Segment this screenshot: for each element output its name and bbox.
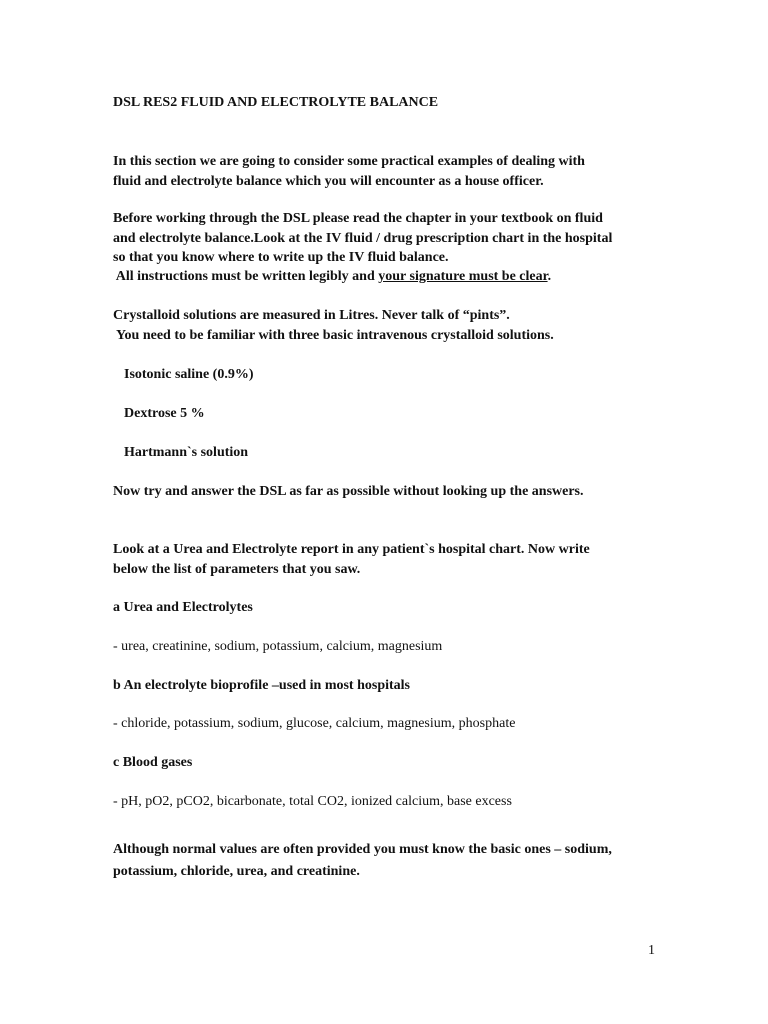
instructions-period: . — [547, 269, 552, 284]
look-line-2: below the list of parameters that you saw. — [113, 562, 361, 577]
section-c-heading: c Blood gases — [113, 755, 193, 770]
before-line-1: Before working through the DSL please read the chapter in your textbook on fluid — [113, 211, 603, 226]
section-c-items: - pH, pO2, pCO2, bicarbonate, total CO2, ionized calcium, base excess — [113, 794, 512, 809]
now-try-line: Now try and answer the DSL as far as possible without looking up the answers. — [113, 484, 584, 499]
page-number: 1 — [648, 943, 655, 958]
look-line-1: Look at a Urea and Electrolyte report in any patient`s hospital chart. Now write — [113, 542, 590, 557]
section-b-heading: b An electrolyte bioprofile –used in most hospitals — [113, 678, 411, 693]
section-a-heading: a Urea and Electrolytes — [113, 600, 253, 615]
closing-line-2: potassium, chloride, urea, and creatinine. — [113, 864, 360, 879]
solution-dextrose: Dextrose 5 % — [124, 406, 205, 421]
solution-saline: Isotonic saline (0.9%) — [124, 367, 254, 382]
section-a-items: - urea, creatinine, sodium, potassium, calcium, magnesium — [113, 639, 443, 654]
intro-line-2: fluid and electrolyte balance which you will encounter as a house officer. — [113, 174, 544, 189]
crystalloid-line-2: You need to be familiar with three basic intravenous crystalloid solutions. — [113, 328, 554, 343]
instructions-text: All instructions must be written legibly and — [113, 269, 379, 284]
before-line-3: so that you know where to write up the IV fluid balance. — [113, 250, 449, 265]
crystalloid-line-1: Crystalloid solutions are measured in Litres. Never talk of “pints”. — [113, 308, 510, 323]
section-b-items: - chloride, potassium, sodium, glucose, calcium, magnesium, phosphate — [113, 716, 516, 731]
closing-line-1: Although normal values are often provided you must know the basic ones – sodium, — [113, 842, 612, 857]
before-line-2: and electrolyte balance.Look at the IV fluid / drug prescription chart in the hospital — [113, 231, 613, 246]
instructions-line — [113, 268, 551, 286]
page-title: DSL RES2 FLUID AND ELECTROLYTE BALANCE — [113, 95, 439, 110]
solution-hartmann: Hartmann`s solution — [124, 445, 249, 460]
signature-emphasis: your signature must be clear — [378, 269, 548, 284]
intro-line-1: In this section we are going to consider some practical examples of dealing with — [113, 154, 585, 169]
